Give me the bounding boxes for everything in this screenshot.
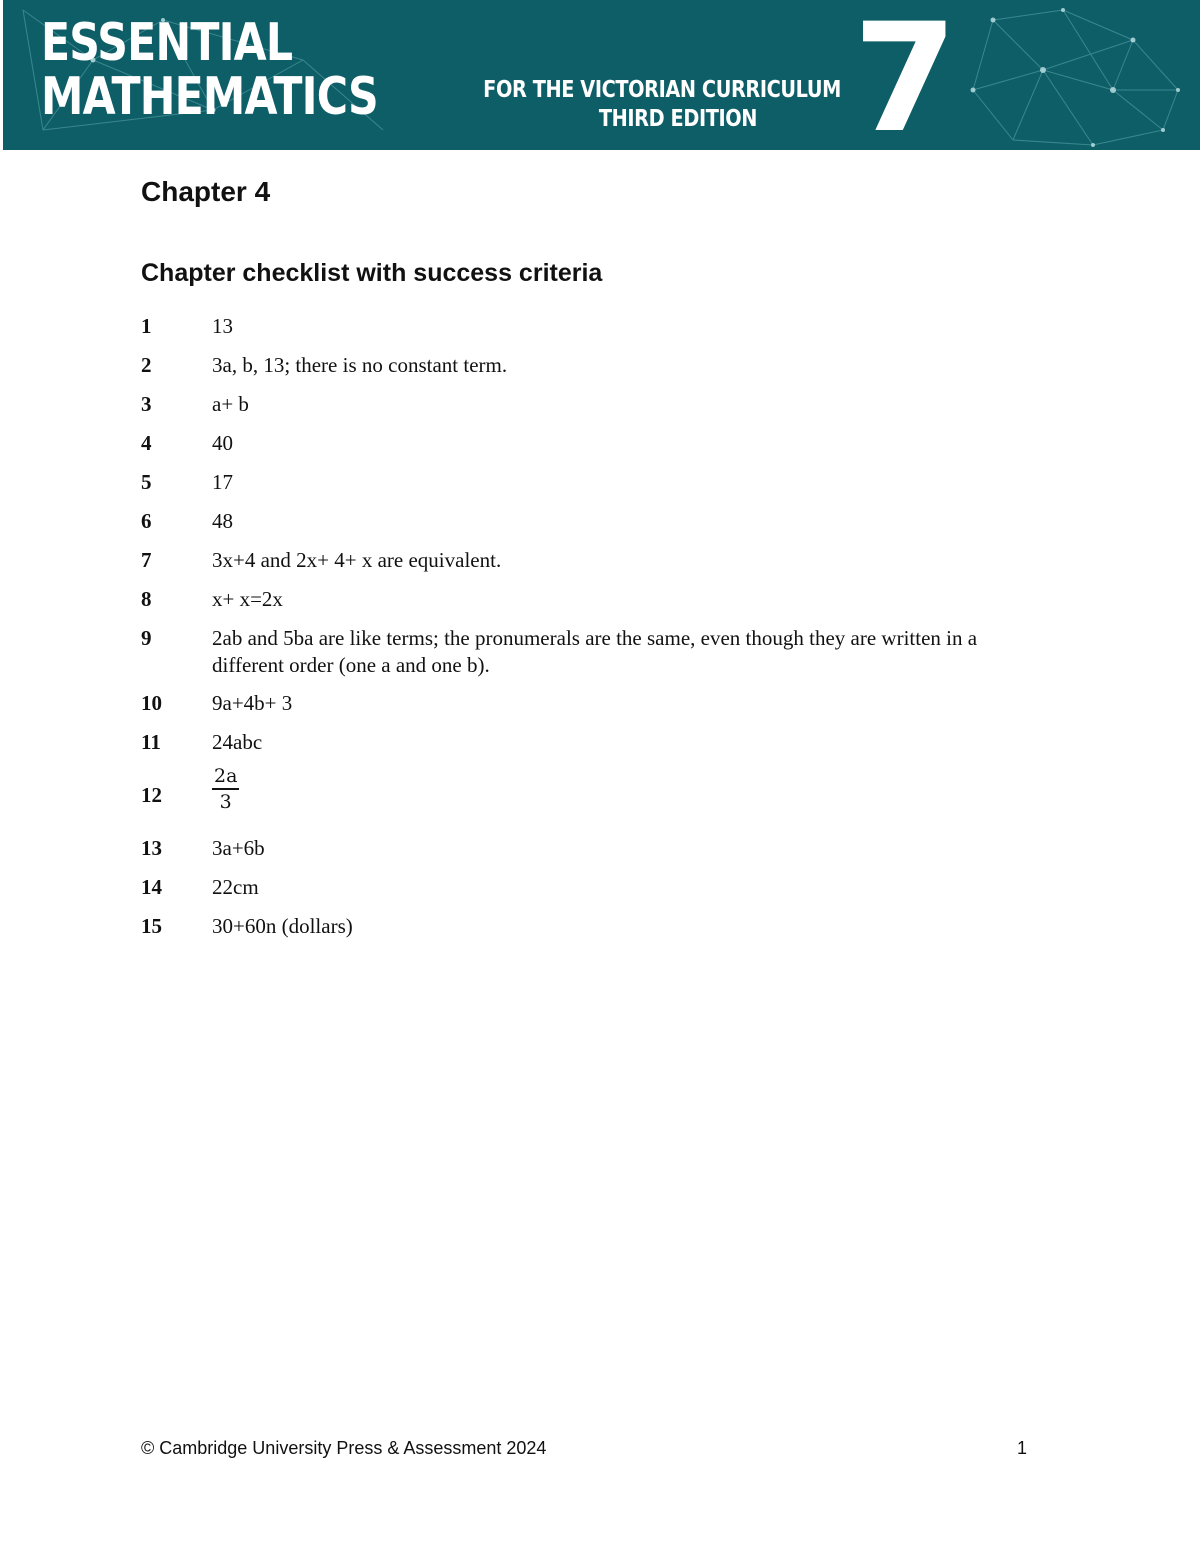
answer-number: 4 — [141, 431, 152, 455]
copyright-text: © Cambridge University Press & Assessment 2024 — [141, 1438, 547, 1458]
answer-text: 48 — [212, 509, 233, 533]
answer-number: 5 — [141, 470, 152, 494]
answer-row — [141, 829, 1051, 868]
answer-text: 30+60n (dollars) — [212, 914, 353, 938]
answer-text: 3a+6b — [212, 836, 265, 860]
answer-fraction — [212, 764, 1052, 815]
answer-number: 11 — [141, 730, 161, 754]
answer-text: 17 — [212, 470, 233, 494]
answer-row — [141, 307, 1051, 346]
fraction-denominator: 3 — [219, 791, 232, 813]
answer-text: 24abc — [212, 730, 263, 754]
brand-title — [41, 13, 378, 127]
answer-number: 6 — [141, 509, 152, 533]
answer-text: 3a, b, 13; there is no constant term. — [212, 353, 508, 377]
answer-number: 9 — [141, 626, 152, 650]
section-title: Chapter checklist with success criteria — [141, 259, 603, 287]
brand-title-line2: MATHEMATICS — [41, 67, 378, 127]
chapter-title: Chapter 4 — [141, 176, 271, 207]
year-level-number: 7 — [853, 0, 958, 150]
brand-subtitle-line1: FOR THE VICTORIAN CURRICULUM — [483, 77, 841, 103]
answer-row — [141, 502, 1051, 541]
answer-number: 8 — [141, 587, 152, 611]
answer-text: a+ b — [212, 392, 249, 416]
fraction-numerator: 2a — [212, 764, 239, 790]
answer-number: 14 — [141, 875, 162, 899]
answer-number: 2 — [141, 353, 152, 377]
answer-row — [141, 762, 1051, 829]
answer-number: 13 — [141, 836, 162, 860]
answer-number: 3 — [141, 392, 152, 416]
answer-row — [141, 907, 1051, 946]
brand-subtitle-line2: THIRD EDITION — [598, 106, 757, 132]
answer-number: 12 — [141, 783, 162, 807]
brand-title-line1: ESSENTIAL — [41, 13, 293, 73]
answer-text: x+ x=2x — [212, 587, 283, 611]
answer-row — [141, 463, 1051, 502]
answer-row — [141, 684, 1051, 723]
answer-text: 13 — [212, 314, 233, 338]
page-footer — [141, 1436, 1027, 1460]
fraction — [212, 764, 239, 814]
answer-row — [141, 723, 1051, 762]
answer-row — [141, 385, 1051, 424]
answer-text: 3x+4 and 2x+ 4+ x are equivalent. — [212, 548, 502, 572]
answer-number: 15 — [141, 914, 162, 938]
answer-text: 22cm — [212, 875, 259, 899]
answer-row — [141, 619, 1051, 684]
answer-text: 9a+4b+ 3 — [212, 691, 293, 715]
answer-row — [141, 541, 1051, 580]
page-number: 1 — [1016, 1438, 1027, 1458]
answer-text: 2ab and 5ba are like terms; the pronumerals are the same, even though they are written in a different order (one a and one b). — [212, 626, 978, 677]
answer-row — [141, 424, 1051, 463]
answer-list — [141, 307, 1051, 946]
answer-row — [141, 868, 1051, 907]
answer-number: 7 — [141, 548, 152, 572]
answer-row — [141, 580, 1051, 619]
header-banner — [3, 0, 1200, 150]
answer-number: 1 — [141, 314, 152, 338]
answer-text: 40 — [212, 431, 233, 455]
answer-number: 10 — [141, 691, 162, 715]
answer-row — [141, 346, 1051, 385]
brand-subtitle — [431, 76, 841, 134]
